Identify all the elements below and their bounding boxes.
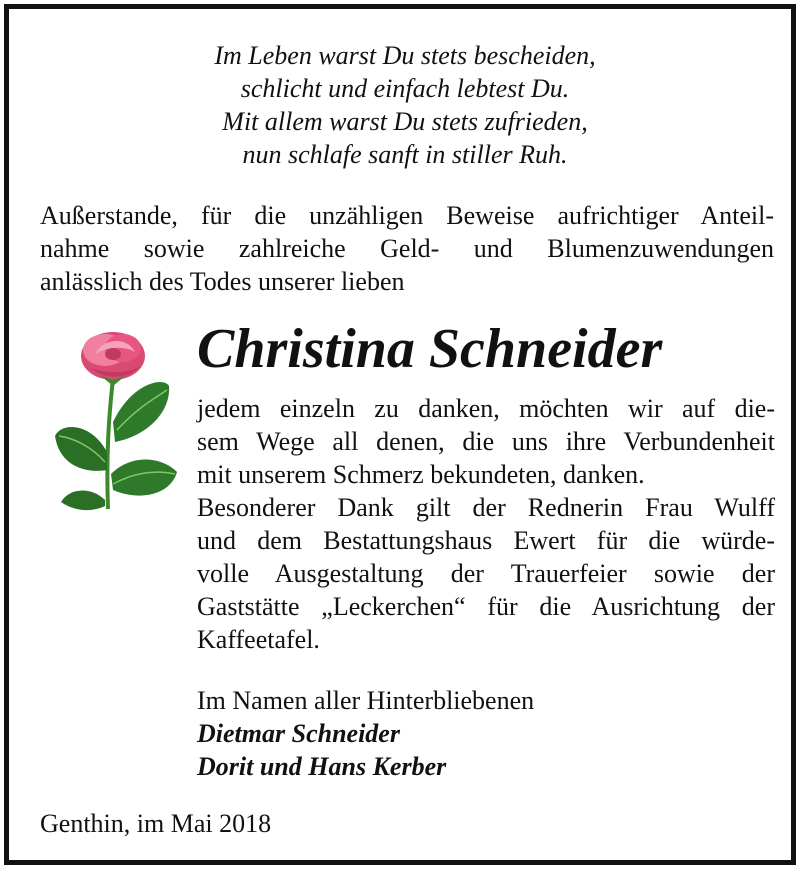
signature-block (197, 684, 534, 783)
deceased-name: Christina Schneider (197, 318, 663, 380)
intro-line: nahme sowie zahlreiche Geld- und Blumenzuwendungen (40, 234, 774, 263)
body-line: Kaffeetafel. (197, 625, 320, 654)
obituary-frame (4, 4, 796, 865)
signature-intro: Im Namen aller Hinterbliebenen (197, 686, 535, 715)
body-line: sem Wege all denen, die uns ihre Verbundenheit (197, 427, 775, 456)
poem (9, 39, 800, 171)
body-line: volle Ausgestaltung der Trauerfeier sowie der (197, 559, 775, 588)
signature-name: Dorit und Hans Kerber (197, 752, 447, 781)
rose-icon (51, 324, 186, 519)
body-line: Gaststätte „Leckerchen“ für die Ausrichtung der (197, 592, 775, 621)
body-line: jedem einzeln zu danken, möchten wir auf die- (197, 394, 775, 423)
body-line: und dem Bestattungshaus Ewert für die würde- (197, 526, 775, 555)
poem-line: schlicht und einfach lebtest Du. (240, 74, 570, 103)
place-date: Genthin, im Mai 2018 (40, 809, 272, 838)
signature-name: Dietmar Schneider (197, 719, 400, 748)
poem-line: Mit allem warst Du stets zufrieden, (222, 107, 588, 136)
poem-line: Im Leben warst Du stets bescheiden, (214, 41, 596, 70)
intro-line: Außerstande, für die unzähligen Beweise aufrichtiger Anteil- (40, 201, 774, 230)
thanks-paragraph (197, 392, 775, 656)
body-line: mit unserem Schmerz bekundeten, danken. (197, 460, 645, 489)
intro-line: anlässlich des Todes unserer lieben (40, 267, 405, 296)
poem-line: nun schlafe sanft in stiller Ruh. (242, 140, 568, 169)
body-line: Besonderer Dank gilt der Rednerin Frau Wulff (197, 493, 775, 522)
intro-paragraph (40, 199, 774, 298)
